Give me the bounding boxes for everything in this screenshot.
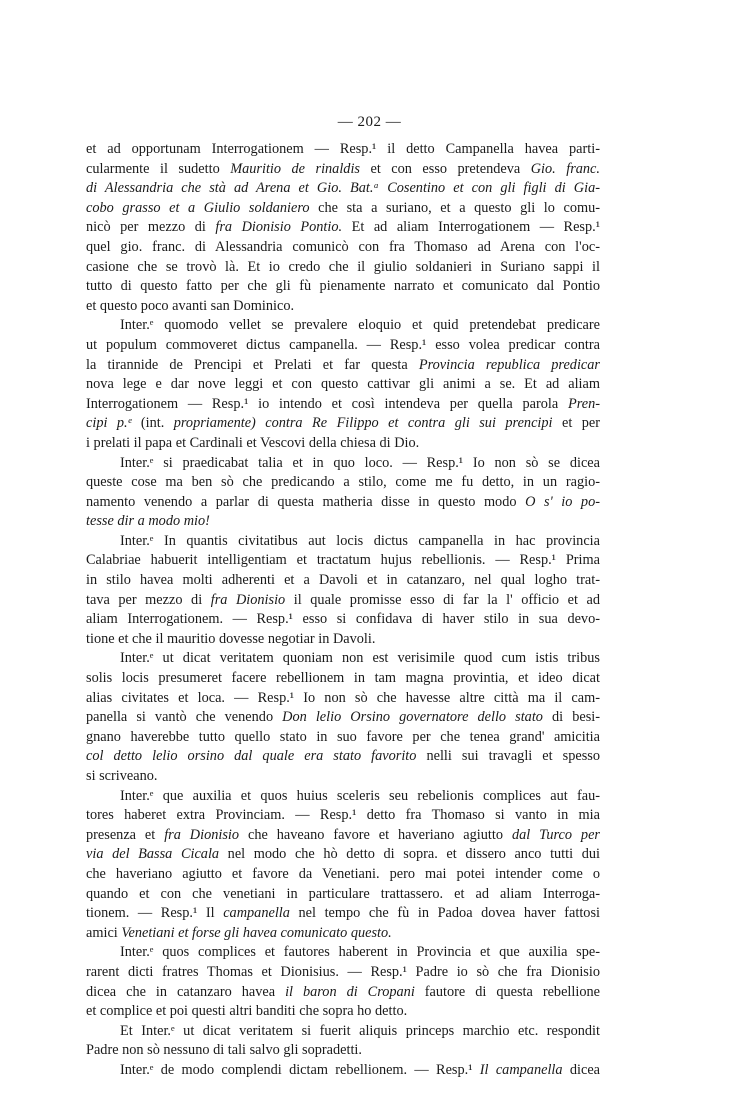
text-line <box>86 669 600 689</box>
text-segment: Inter.ᵉ In quantis civitatibus aut locis dictus campanella in hac provincia <box>120 532 600 549</box>
text-segment: Inter.ᵉ si praedicabat talia et in quo loco. — Resp.¹ Io non sò se dicea <box>120 454 600 471</box>
italic-text: via del Bassa Cicala <box>86 846 220 863</box>
text-segment: nicò per mezzo di <box>86 219 216 236</box>
text-segment: Inter.ᵉ de modo complendi dictam rebellionem. — Resp.¹ <box>120 1061 480 1078</box>
text-line <box>86 199 600 219</box>
italic-text: fra Dionisio Pontio. <box>215 219 343 236</box>
text-line <box>86 375 600 395</box>
text-segment: alias civitates et loca. — Resp.¹ Io non sò che havesse altre città ma il cam- <box>86 689 600 706</box>
italic-text: tesse dir a modo mio! <box>86 513 210 530</box>
text-segment: casione che se trovò là. Et io credo che il giulio soldanieri in Suriano sappi il <box>86 258 600 275</box>
text-line <box>86 747 600 767</box>
text-segment: panella si vantò che venendo <box>86 709 283 726</box>
text-line <box>86 983 600 1003</box>
text-segment: Et Inter.ᵉ ut dicat veritatem si fuerit aliquis princeps marchio etc. respondit <box>120 1022 600 1039</box>
text-line <box>86 708 600 728</box>
text-segment: nelli sui travagli et spesso <box>416 748 600 765</box>
text-line <box>86 179 600 199</box>
italic-text: Il campanella <box>479 1061 563 1078</box>
text-line <box>86 728 600 748</box>
italic-text: campanella <box>223 905 290 922</box>
text-segment: nova lege e dar nove leggi et con questo cattivar gli animi a se. Et ad aliam <box>86 376 600 393</box>
text-segment: Inter.ᵉ quos complices et fautores haberent in Provincia et que auxilia spe- <box>120 944 600 961</box>
italic-text: cipi p.ᵉ <box>86 415 132 432</box>
text-line <box>86 826 600 846</box>
text-segment: i prelati il papa et Cardinali et Vescovi della chiesa di Dio. <box>86 434 420 451</box>
text-line <box>86 865 600 885</box>
text-segment: presenza et <box>86 826 165 843</box>
text-segment: (int. <box>131 415 174 432</box>
italic-text: Pren- <box>567 395 600 412</box>
text-line <box>86 434 600 454</box>
italic-text: Provincia republica predicar <box>418 356 600 373</box>
italic-text: Don lelio Orsino governatore dello stato <box>282 709 543 726</box>
text-line <box>86 316 600 336</box>
text-segment: et con esso pretendeva <box>360 160 531 177</box>
text-line <box>86 258 600 278</box>
text-segment: rarent dicti fratres Thomas et Dionisius. — Resp.¹ Padre io sò che fra Dionisio <box>86 963 600 980</box>
text-segment: Padre non sò nessuno di tali salvo gli sopradetti. <box>86 1042 362 1059</box>
text-line <box>86 473 600 493</box>
text-line <box>86 512 600 532</box>
text-segment: et questo poco avanti san Dominico. <box>86 297 295 314</box>
text-line <box>86 140 600 160</box>
text-line <box>86 963 600 983</box>
text-line <box>86 395 600 415</box>
text-line <box>86 1061 600 1081</box>
text-line <box>86 414 600 434</box>
text-segment: che sta a suriano, et a questo gli lo comu- <box>309 199 600 216</box>
text-segment: tava per mezzo di <box>86 591 211 608</box>
text-line <box>86 336 600 356</box>
text-line <box>86 610 600 630</box>
page-number: — 202 — <box>337 114 402 130</box>
text-segment: tutto di questo fatto per che gli fù pienamente narrato et comunicato dal Pontio <box>86 278 600 295</box>
text-segment: tionem. — Resp.¹ Il <box>86 905 224 922</box>
italic-text: O s' io po- <box>525 493 600 510</box>
text-segment: queste cose ma ben sò che predicando a stilo, come me fu detto, in un ragio- <box>86 474 600 491</box>
text-segment: in stilo havea molti adherenti et a Davoli et in catanzaro, nel qual logho trat- <box>86 572 600 589</box>
text-segment: la tirannide de Prencipi et Prelati et far questa <box>86 356 419 373</box>
text-segment: quando et con che venetiani in particulare trattassero. et ad aliam Interroga- <box>86 885 600 902</box>
text-segment: ut populum commoveret dictus campanella. — Resp.¹ esso volea predicar contra <box>86 336 600 353</box>
text-segment: si scriveano. <box>86 768 158 784</box>
text-line <box>86 806 600 826</box>
text-segment: quel gio. franc. di Alessandria comunicò con fra Thomaso ad Arena con l'oc- <box>86 238 600 255</box>
italic-text: fra Dionisio <box>210 591 286 608</box>
text-segment: nel tempo che fù in Padoa dovea haver fattosi <box>289 905 600 922</box>
text-segment: tores haberet extra Provinciam. — Resp.¹ detto fra Thomaso si vanto in mia <box>86 807 600 824</box>
italic-text: propriamente) contra Re Filippo et contra gli sui prencipi <box>173 415 553 432</box>
document-body <box>86 140 600 1081</box>
text-line <box>86 845 600 865</box>
text-segment: et per <box>552 415 600 432</box>
italic-text: Gio. franc. <box>530 160 600 177</box>
text-segment: dicea <box>562 1061 600 1078</box>
text-segment: tione et che il mauritio dovesse negotiar in Davoli. <box>86 630 376 647</box>
text-line <box>86 904 600 924</box>
italic-text: col detto lelio orsino dal quale era stato favorito <box>86 748 417 765</box>
italic-text: Venetiani et forse gli havea comunicato questo. <box>121 924 392 941</box>
text-line <box>86 1002 600 1022</box>
italic-text: dal Turco per <box>511 826 600 843</box>
text-line <box>86 924 600 944</box>
text-segment: aliam Interrogationem. — Resp.¹ esso si confidava di haver stilo in sua devo- <box>86 611 600 628</box>
text-line <box>86 689 600 709</box>
italic-text: di Alessandria che stà ad Arena et Gio. Bat.ᵃ Cosentino et con gli figli di Gia- <box>86 180 600 197</box>
text-segment: fautore di questa rebellione <box>414 983 600 1000</box>
text-segment: Calabriae habuerit intelligentiam et tractatum hujus rebellionis. — Resp.¹ Prima <box>86 552 600 569</box>
text-line <box>86 551 600 571</box>
text-line <box>86 1041 600 1061</box>
text-line <box>86 630 600 650</box>
text-line <box>86 356 600 376</box>
text-line <box>86 767 600 787</box>
text-line <box>86 649 600 669</box>
text-line <box>86 218 600 238</box>
text-segment: che haveano favore et haveriano agiutto <box>239 826 512 843</box>
text-line <box>86 571 600 591</box>
italic-text: fra Dionisio <box>164 826 240 843</box>
text-segment: solis locis presumeret facere rebellionem in tam magna provintia, et ideo dicat <box>86 670 600 687</box>
text-segment: namento venendo a parlar di questa matheria disse in questo modo <box>86 493 526 510</box>
italic-text: il baron di Cropani <box>285 983 415 1000</box>
text-segment: che haveriano agiutto et favore da Venetiani. pero mai potei intender come o <box>86 865 600 882</box>
italic-text: Mauritio de rinaldis <box>230 160 360 177</box>
text-segment: et complice et poi questi altri banditi che sopra ho detto. <box>86 1003 408 1020</box>
text-line <box>86 532 600 552</box>
text-line <box>86 943 600 963</box>
text-segment: di besi- <box>542 709 600 726</box>
text-line <box>86 787 600 807</box>
text-line <box>86 493 600 513</box>
text-line <box>86 160 600 180</box>
text-line <box>86 238 600 258</box>
text-segment: il quale promisse esso di far la l' officio et ad <box>285 591 600 608</box>
text-line <box>86 1022 600 1042</box>
text-segment: Et ad aliam Interrogationem — Resp.¹ <box>342 219 600 236</box>
text-segment: amici <box>86 924 122 941</box>
text-segment: Inter.ᵉ quomodo vellet se prevalere eloquio et quid pretendebat predicare <box>120 317 600 334</box>
text-line <box>86 454 600 474</box>
text-line <box>86 297 600 317</box>
text-segment: et ad opportunam Interrogationem — Resp.¹ il detto Campanella havea parti- <box>86 141 600 157</box>
text-line <box>86 591 600 611</box>
text-segment: Inter.ᵉ ut dicat veritatem quoniam non est verisimile quod cum istis tribus <box>120 650 600 667</box>
text-segment: nel modo che hò detto di sopra. et dissero anco tutti dui <box>219 846 600 863</box>
text-segment: Inter.ᵉ que auxilia et quos huius sceleris seu rebelionis complices aut fau- <box>120 787 600 804</box>
italic-text: cobo grasso et a Giulio soldaniero <box>86 199 310 216</box>
text-line <box>86 885 600 905</box>
text-segment: Interrogationem — Resp.¹ io intendo et così intendeva per quella parola <box>86 395 568 412</box>
text-segment: dicea che in catanzaro havea <box>86 983 286 1000</box>
text-line <box>86 277 600 297</box>
text-segment: cularmente il sudetto <box>86 160 231 177</box>
text-segment: gnano haverebbe tutto quello stato in suo favore per che tenea grand' amicitia <box>86 728 600 745</box>
